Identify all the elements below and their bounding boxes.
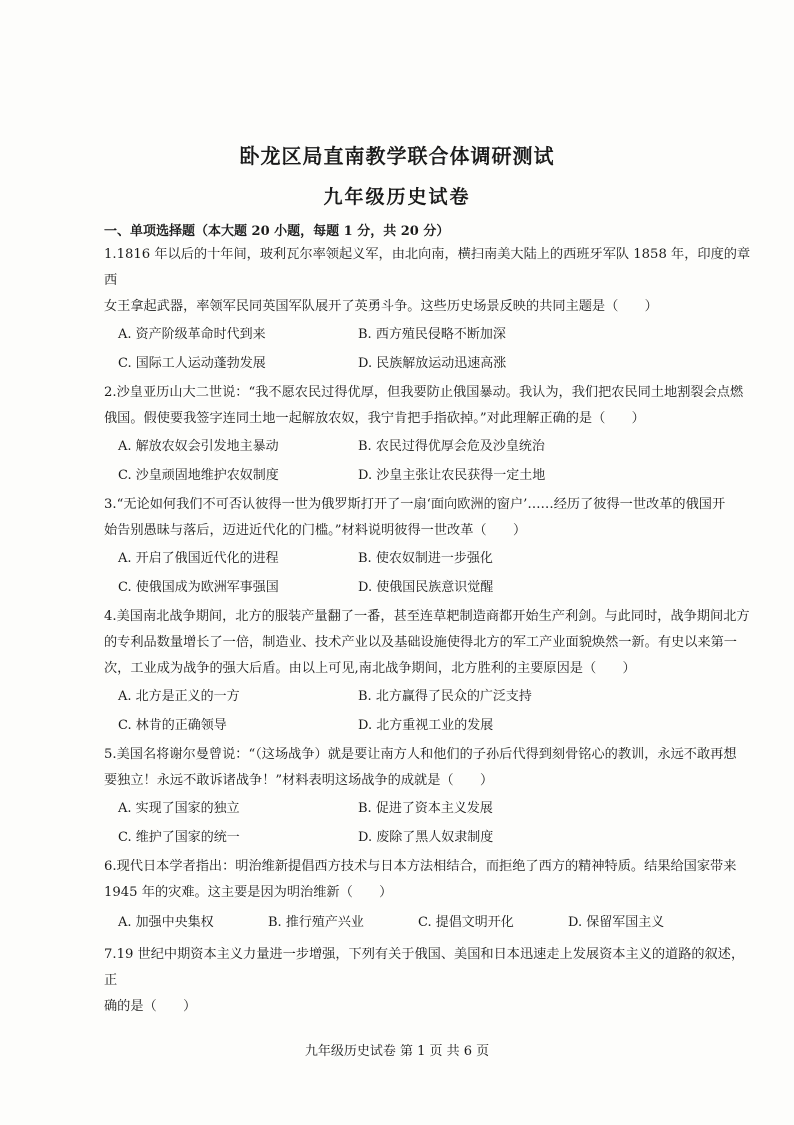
question-text: 确的是（ ） xyxy=(104,999,197,1014)
question-3 xyxy=(104,492,754,544)
question-text: 1.1816 年以后的十年间，玻利瓦尔率领起义军，由北向南，横扫南美大陆上的西班牙军队 1858 年，印度的章西 xyxy=(104,247,751,288)
option-d: D. 使俄国民族意识觉醒 xyxy=(358,580,494,595)
question-2-options xyxy=(118,432,754,490)
page-footer: 九年级历史试卷 第 1 页 共 6 页 xyxy=(304,1044,490,1059)
option-c: C. 维护了国家的统一 xyxy=(118,830,240,845)
question-text: 次，工业成为战争的强大后盾。由以上可见,南北战争期间，北方胜利的主要原因是（ ） xyxy=(104,661,636,676)
question-4 xyxy=(104,604,754,682)
option-a: A. 北方是正义的一方 xyxy=(118,689,240,704)
option-a: A. 实现了国家的独立 xyxy=(118,801,240,816)
option-c: C. 林肯的正确领导 xyxy=(118,718,227,733)
option-b: B. 农民过得优厚会危及沙皇统治 xyxy=(358,439,545,454)
question-5-options xyxy=(118,794,754,852)
option-a: A. 解放农奴会引发地主暴动 xyxy=(118,439,279,454)
option-d: D. 民族解放运动迅速高涨 xyxy=(358,356,507,371)
question-text: 女王拿起武器，率领军民同英国军队展开了英勇斗争。这些历史场景反映的共同主题是（ ） xyxy=(104,299,658,314)
option-c: C. 国际工人运动蓬勃发展 xyxy=(118,356,266,371)
question-1-options xyxy=(118,320,754,378)
option-b: B. 西方殖民侵略不断加深 xyxy=(358,327,506,342)
question-text: 要独立！永远不敢诉诸战争！”材料表明这场战争的成就是（ ） xyxy=(104,773,494,788)
question-3-options xyxy=(118,544,754,602)
question-6-options xyxy=(118,906,754,940)
question-6 xyxy=(104,854,754,906)
exam-title: 卧龙区局直南教学联合体调研测试 xyxy=(239,144,555,168)
question-text: 4.美国南北战争期间，北方的服装产量翻了一番，甚至连草耙制造商都开始生产利剑。与此同时，战争期间北方 xyxy=(104,609,750,624)
question-text: 7.19 世纪中期资本主义力量进一步增强，下列有关于俄国、美国和日本迅速走上发展资本主义的道路的叙述，正 xyxy=(104,947,745,988)
question-text: 1945 年的灾难。这主要是因为明治维新（ ） xyxy=(104,885,393,900)
section-heading: 一、单项选择题（本大题 20 小题，每题 1 分，共 20 分） xyxy=(104,224,450,239)
question-text: 俄国。假使要我签字连同土地一起解放农奴，我宁肯把手指砍掉。”对此理解正确的是（ ） xyxy=(104,411,645,426)
option-b: B. 使农奴制进一步强化 xyxy=(358,551,493,566)
option-c: C. 沙皇顽固地维护农奴制度 xyxy=(118,468,279,483)
option-b: B. 促进了资本主义发展 xyxy=(358,801,493,816)
question-text: 6.现代日本学者指出：明治维新提倡西方技术与日本方法相结合，而拒绝了西方的精神特质。结果给国家带来 xyxy=(104,859,737,874)
question-text: 5.美国名将谢尔曼曾说：“（这场战争）就是要让南方人和他们的子孙后代得到刻骨铭心的教训，永远不敢再想 xyxy=(104,747,737,762)
question-7 xyxy=(104,942,754,1020)
option-a: A. 加强中央集权 xyxy=(118,915,214,930)
question-text: 的专利品数量增长了一倍，制造业、技术产业以及基础设施使得北方的军工产业面貌焕然一新。有史以来第一 xyxy=(104,635,737,650)
question-2 xyxy=(104,380,754,432)
question-1 xyxy=(104,242,754,320)
option-d: D. 沙皇主张让农民获得一定土地 xyxy=(358,468,546,483)
option-c: C. 提倡文明开化 xyxy=(418,915,514,930)
question-list xyxy=(104,240,754,1020)
question-text: 2.沙皇亚历山大二世说：“我不愿农民过得优厚，但我要防止俄国暴动。我认为，我们把农民同土地割裂会点燃 xyxy=(104,385,744,400)
question-5 xyxy=(104,742,754,794)
option-d: D. 保留军国主义 xyxy=(568,915,665,930)
option-b: B. 推行殖产兴业 xyxy=(268,915,364,930)
option-d: D. 北方重视工业的发展 xyxy=(358,718,494,733)
question-text: 3.“无论如何我们不可否认彼得一世为俄罗斯打开了一扇‘面向欧洲的窗户’……经历了彼得一世改革的俄国开 xyxy=(104,497,726,512)
question-4-options xyxy=(118,682,754,740)
exam-subtitle: 九年级历史试卷 xyxy=(323,186,471,208)
option-b: B. 北方赢得了民众的广泛支持 xyxy=(358,689,532,704)
question-text: 始告别愚昧与落后，迈进近代化的门槛。”材料说明彼得一世改革（ ） xyxy=(104,523,527,538)
option-a: A. 开启了俄国近代化的进程 xyxy=(118,551,279,566)
option-d: D. 废除了黑人奴隶制度 xyxy=(358,830,494,845)
option-c: C. 使俄国成为欧洲军事强国 xyxy=(118,580,279,595)
option-a: A. 资产阶级革命时代到来 xyxy=(118,327,266,342)
